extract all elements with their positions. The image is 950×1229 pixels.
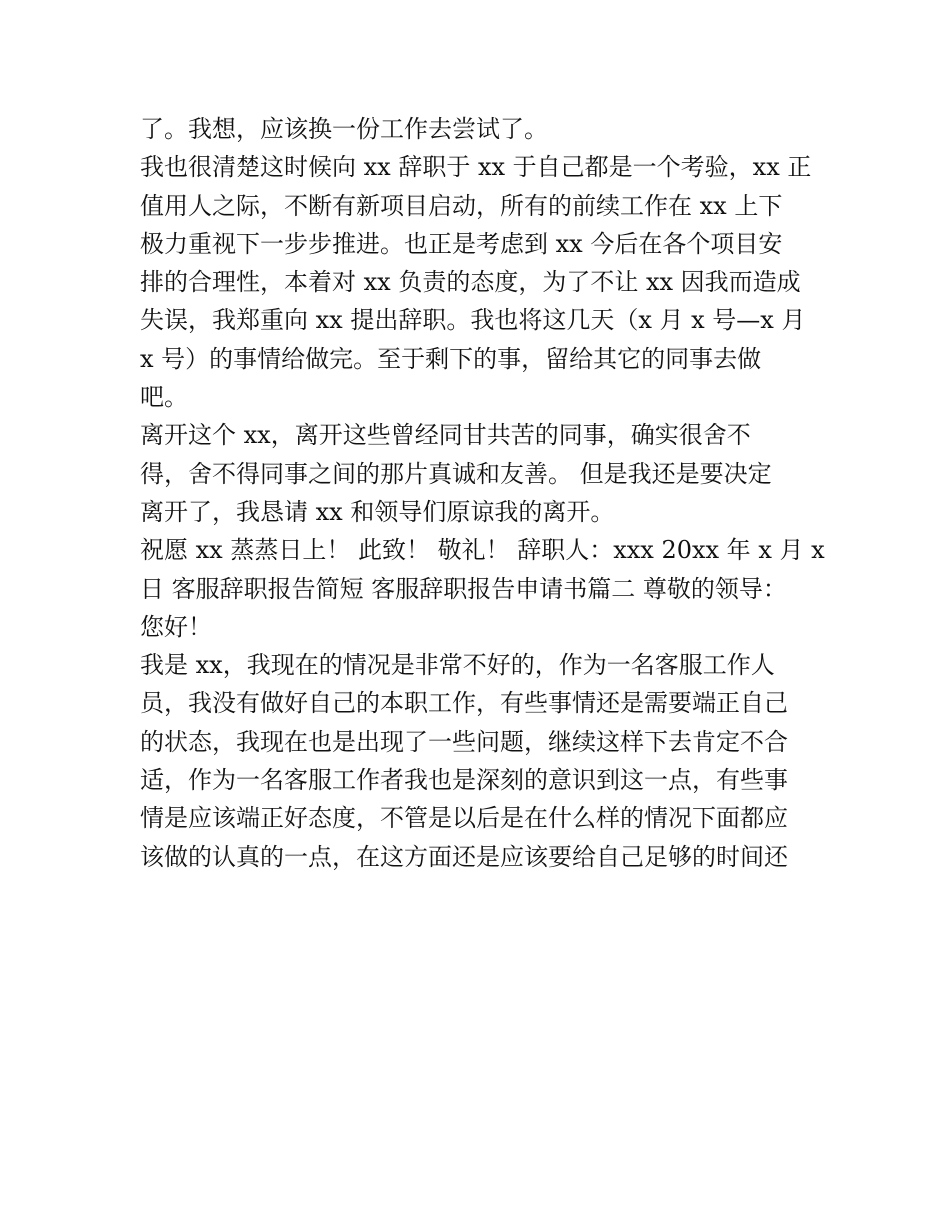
text-line: 我也很清楚这时候向 xx 辞职于 xx 于自己都是一个考验，xx 正 [140, 153, 812, 182]
text-line: 极力重视下一步步推进。也正是考虑到 xx 今后在各个项目安 [140, 229, 783, 258]
text-line: 日 客服辞职报告简短 客服辞职报告申请书篇二 尊敬的领导： [140, 574, 787, 603]
text-line: 离开了，我恳请 xx 和领导们原谅我的离开。 [140, 497, 615, 526]
text-line: 失误，我郑重向 xx 提出辞职。我也将这几天（x 月 x 号—x 月 [140, 306, 806, 335]
text-line: 我是 xx，我现在的情况是非常不好的，作为一名客服工作人 [140, 651, 775, 680]
text-line: 得，舍不得同事之间的那片真诚和友善。 但是我还是要决定 [140, 459, 772, 488]
text-line: 员，我没有做好自己的本职工作，有些事情还是需要端正自己 [140, 689, 788, 718]
text-line: 情是应该端正好态度，不管是以后是在什么样的情况下面都应 [140, 804, 788, 833]
text-line: 离开这个 xx，离开这些曾经同甘共苦的同事，确实很舍不 [140, 421, 751, 450]
text-line: 了。我想，应该换一份工作去尝试了。 [140, 115, 548, 143]
text-line: x 号）的事情给做完。至于剩下的事，留给其它的同事去做 [140, 344, 762, 373]
text-line: 祝愿 xx 蒸蒸日上！ 此致！ 敬礼！ 辞职人：xxx 20xx 年 x 月 x [140, 536, 825, 565]
text-line: 排的合理性，本着对 xx 负责的态度，为了不让 xx 因我而造成 [140, 268, 801, 297]
text-line: 的状态，我现在也是出现了一些问题，继续这样下去肯定不合 [140, 727, 788, 756]
text-line: 适，作为一名客服工作者我也是深刻的意识到这一点，有些事 [140, 766, 788, 795]
text-line: 您好！ [140, 612, 212, 641]
document-body [140, 110, 825, 876]
text-line: 值用人之际，不断有新项目启动，所有的前续工作在 xx 上下 [140, 191, 783, 220]
text-line: 该做的认真的一点，在这方面还是应该要给自己足够的时间还 [140, 842, 788, 871]
text-line: 吧。 [140, 383, 188, 412]
